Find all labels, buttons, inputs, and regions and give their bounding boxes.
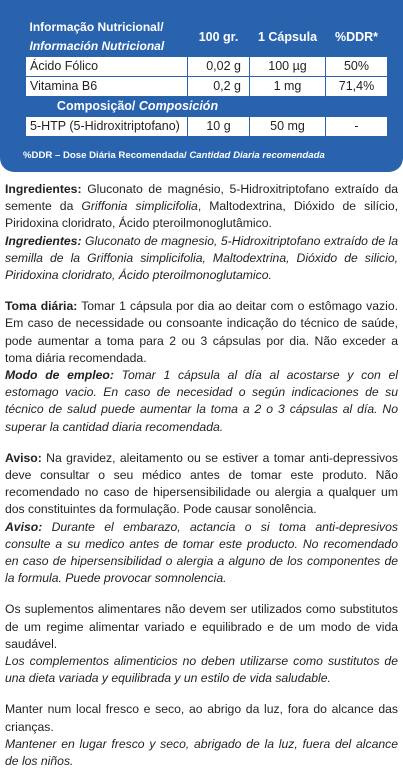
row-value-100g: 0,02 g <box>188 57 250 77</box>
header-nutrition-info <box>26 18 188 57</box>
header-capsule: 1 Cápsula <box>257 29 318 44</box>
ingredients-text-es: Gluconato de magnesio, 5-Hidroxitriptofano extraído de la semilla de la Griffonia simplicifolia, Maltodextrina, Dióxido de silicio, Piridoxina cloridrato, Ácido pteroilmonoglutamico. <box>5 233 398 283</box>
storage-section <box>5 701 398 770</box>
dosage-section <box>5 298 398 436</box>
row-name: Vitamina B6 <box>26 77 188 97</box>
composition-title-pt: Composição/ <box>56 99 136 113</box>
label-text <box>5 181 398 770</box>
warning-text-es: Durante el embarazo, actancia o si toma anti-depresivos consulte a su medico antes de tomar este producto. No recomendado en caso de hipersensibilidad o alergia a alguno de los componentes de la formula. Puede provocar somnolencia. <box>5 519 398 586</box>
nutrition-table <box>25 18 388 137</box>
warning-section <box>5 450 398 588</box>
composition-title-es: Composición <box>138 99 219 113</box>
dosage-label-pt: Toma diária: <box>5 299 78 314</box>
table-row <box>26 117 388 137</box>
ingredients-section <box>5 181 398 284</box>
row-value-ddr: 50% <box>326 57 388 77</box>
supplements-text-es: Los complementos alimenticios no deben utilizarse como sustitutos de una dieta variada y equilibrada y un estilo de vida saludable. <box>5 654 398 686</box>
ingredients-text-pt-a: Gluconato de magnésio, 5-Hidroxitriptofano extraído da semente da <box>5 182 399 214</box>
row-value-capsule: 1 mg <box>250 77 326 97</box>
ingredients-species: Griffonia simplicifolia <box>81 199 198 214</box>
ingredients-label-pt: Ingredientes: <box>5 182 82 196</box>
warning-label-pt: Aviso: <box>5 450 42 465</box>
row-name: Ácido Fólico <box>26 57 188 77</box>
table-header-row <box>26 18 388 57</box>
ingredients-label-es: Ingredientes: <box>5 233 82 248</box>
warning-text-pt: Na gravidez, aleitamento ou se estiver a tomar anti-depressivos deve consultar o seu médico antes de tomar este produto. Não recomendado no caso de hipersensibilidade ou alergia a qualquer um dos constituintes da formulação. Pode causar sonolência. <box>5 450 399 517</box>
row-value-capsule: 100 µg <box>250 57 326 77</box>
table-row <box>26 57 388 77</box>
storage-text-es: Mantener en lugar fresco y seco, abrigado de la luz, fuera del alcance de los niños. <box>5 736 398 769</box>
header-ddr: %DDR* <box>334 29 379 44</box>
table-row <box>26 77 388 97</box>
row-value-ddr: 71,4% <box>326 77 388 97</box>
header-100g: 100 gr. <box>198 29 239 44</box>
row-value-100g: 0,2 g <box>188 77 250 97</box>
ddr-footnote-es: Cantidad Diaria recomendada <box>189 150 325 161</box>
header-nutrition-info-es: Información Nutricional <box>29 39 165 53</box>
ddr-footnote <box>23 150 325 161</box>
dosage-label-es: Modo de empleo: <box>5 368 114 383</box>
row-value-capsule: 50 mg <box>250 117 326 137</box>
ddr-footnote-pt: %DDR – Dose Diária Recomendada/ <box>23 150 187 161</box>
row-value-100g: 10 g <box>188 117 250 137</box>
composition-header-row <box>26 97 388 117</box>
row-value-ddr: - <box>326 117 388 137</box>
header-nutrition-info-pt: Informação Nutricional/ <box>29 20 164 34</box>
ingredients-text-pt-b: , Maltodextrina, Dióxido de silício, Piridoxina cloridrato, Ácido pteroilmonoglutâmico. <box>5 199 398 231</box>
supplements-text-pt: Os suplementos alimentares não devem ser utilizados como substitutos de um regime alimentar variado e equilibrado e de um modo de vida saudável. <box>5 602 398 651</box>
supplements-section <box>5 601 398 687</box>
nutrition-panel <box>0 0 403 172</box>
warning-label-es: Aviso: <box>5 519 43 534</box>
row-name: 5-HTP (5-Hidroxitriptofano) <box>26 117 188 137</box>
dosage-text-pt: Tomar 1 cápsula por dia ao deitar com o estômago vazio. Em caso de necessidade ou consoante indicação do técnico de saúde, pode aumentar a toma para 2 ou 3 cápsulas por dia. Não exceder a toma diária recomendada. <box>5 299 399 365</box>
storage-text-pt: Manter num local fresco e seco, ao abrigo da luz, fora do alcance das crianças. <box>5 702 398 734</box>
composition-title <box>26 97 250 117</box>
dosage-text-es: Tomar 1 cápsula al día al acostarse y con el estomago vacio. En caso de necesidad o según indicaciones de su técnico de salud puede aumentar la toma a 2 o 3 cápsulas al día. No superar la cantidad diaria recomendada. <box>5 368 398 434</box>
